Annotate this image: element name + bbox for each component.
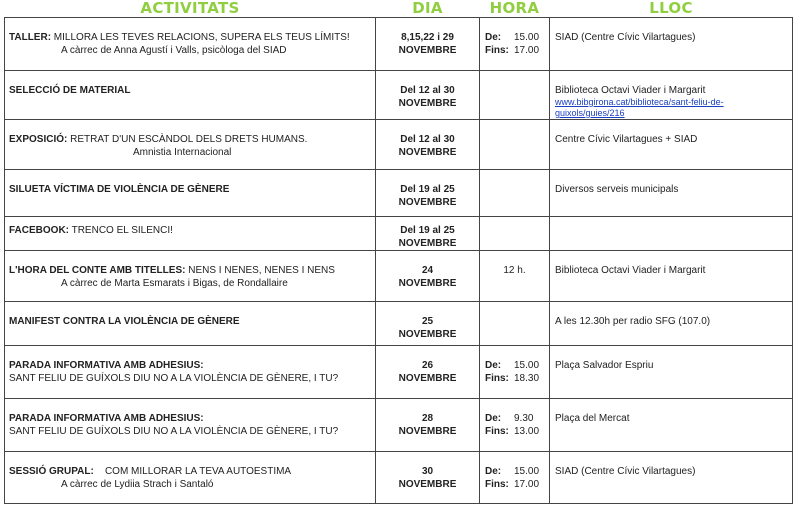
day-cell — [376, 18, 480, 71]
place-text: A les 12.30h per radio SFG (107.0) — [555, 316, 711, 327]
day-range: 8,15,22 i 29 — [401, 32, 454, 43]
activity-title: EXPOSICIÓ: — [9, 134, 68, 145]
day-range: Del 19 al 25 — [400, 184, 455, 195]
day-month: NOVEMBRE — [398, 479, 457, 490]
place-text: Diversos serveis municipals — [555, 184, 679, 195]
activity-cell — [5, 18, 376, 71]
time-to: 17.00 — [514, 479, 540, 490]
day-month: NOVEMBRE — [398, 329, 457, 340]
activity-cell — [5, 217, 376, 251]
time-to-label: Fins: — [485, 45, 509, 56]
time-cell — [480, 399, 550, 452]
activity-cell — [5, 302, 376, 346]
time-cell — [480, 452, 550, 504]
table-row — [5, 452, 793, 504]
day-range: Del 12 al 30 — [400, 85, 455, 96]
activity-text: MILLORA LES TEVES RELACIONS, SUPERA ELS TEUS LÍMITS! — [51, 32, 350, 43]
time-to: 18.30 — [514, 373, 540, 384]
place-cell — [550, 346, 793, 399]
day-month: NOVEMBRE — [398, 98, 457, 109]
activity-cell — [5, 71, 376, 120]
activity-sub: SANT FELIU DE GUÍXOLS DIU NO A LA VIOLÈNCIA DE GÈNERE, I TU? — [9, 373, 339, 384]
time-cell — [480, 346, 550, 399]
table-row — [5, 217, 793, 251]
activity-sub: SANT FELIU DE GUÍXOLS DIU NO A LA VIOLÈNCIA DE GÈNERE, I TU? — [9, 426, 339, 437]
day-range: 25 — [421, 316, 434, 327]
activity-text: RETRAT D'UN ESCÀNDOL DELS DRETS HUMANS. — [67, 134, 308, 145]
day-cell — [376, 251, 480, 302]
activity-title: SESSIÓ GRUPAL: — [9, 466, 94, 477]
time-to-label: Fins: — [485, 373, 509, 384]
activity-text: COM MILLORAR LA TEVA AUTOESTIMA — [93, 466, 292, 477]
time-from: 15.00 — [514, 466, 540, 477]
place-cell — [550, 399, 793, 452]
day-cell — [376, 399, 480, 452]
day-range: 24 — [421, 265, 434, 276]
day-cell — [376, 71, 480, 120]
activity-cell — [5, 346, 376, 399]
time-single: 12 h. — [503, 265, 526, 276]
day-month: NOVEMBRE — [398, 147, 457, 158]
day-month: NOVEMBRE — [398, 426, 457, 437]
activity-cell — [5, 251, 376, 302]
day-cell — [376, 170, 480, 217]
table-row — [5, 18, 793, 71]
activity-text: TRENCO EL SILENCI! — [69, 225, 173, 236]
activity-title: L'HORA DEL CONTE AMB TITELLES: — [9, 265, 186, 276]
activity-title: FACEBOOK: — [9, 225, 69, 236]
place-cell — [550, 170, 793, 217]
table-row — [5, 120, 793, 170]
day-cell — [376, 217, 480, 251]
day-month: NOVEMBRE — [398, 278, 457, 289]
place-cell — [550, 251, 793, 302]
place-cell — [550, 18, 793, 71]
activity-cell — [5, 399, 376, 452]
header-activitats: ACTIVITATS — [140, 0, 240, 17]
activity-title: PARADA INFORMATIVA AMB ADHESIUS: — [9, 413, 204, 424]
place-text: Biblioteca Octavi Viader i Margarit — [555, 265, 706, 276]
activity-cell — [5, 170, 376, 217]
time-to: 17.00 — [514, 45, 540, 56]
activity-sub: A càrrec de Anna Agustí i Valls, psicòloga del SIAD — [61, 45, 287, 56]
day-cell — [376, 302, 480, 346]
header-row — [5, 0, 793, 18]
time-from: 15.00 — [514, 32, 540, 43]
activity-title: MANIFEST CONTRA LA VIOLÈNCIA DE GÈNERE — [9, 316, 240, 327]
header-lloc: LLOC — [649, 0, 693, 17]
table-row — [5, 71, 793, 120]
activity-title: SELECCIÓ DE MATERIAL — [9, 85, 131, 96]
time-from-label: De: — [485, 413, 502, 424]
day-cell — [376, 120, 480, 170]
activity-title: PARADA INFORMATIVA AMB ADHESIUS: — [9, 360, 204, 371]
place-cell — [550, 302, 793, 346]
activity-cell — [5, 120, 376, 170]
time-to: 13.00 — [514, 426, 540, 437]
day-cell — [376, 452, 480, 504]
day-range: Del 12 al 30 — [400, 134, 455, 145]
library-link-line1[interactable]: www.bibgirona.cat/biblioteca/sant-feliu-de- — [555, 97, 724, 107]
time-cell — [480, 170, 550, 217]
day-month: NOVEMBRE — [398, 373, 457, 384]
header-hora: HORA — [489, 0, 540, 17]
day-month: NOVEMBRE — [398, 197, 457, 208]
time-from-label: De: — [485, 466, 502, 477]
time-to-label: Fins: — [485, 479, 509, 490]
place-text: SIAD (Centre Cívic Vilartagues) — [555, 32, 696, 43]
activity-title: SILUETA VÍCTIMA DE VIOLÈNCIA DE GÈNERE — [9, 184, 230, 195]
time-to-label: Fins: — [485, 426, 509, 437]
place-text: Centre Cívic Vilartagues + SIAD — [555, 134, 698, 145]
place-cell — [550, 217, 793, 251]
table-row — [5, 170, 793, 217]
place-text: SIAD (Centre Cívic Vilartagues) — [555, 466, 696, 477]
place-cell — [550, 120, 793, 170]
day-cell — [376, 346, 480, 399]
time-from: 9.30 — [514, 413, 534, 424]
time-cell — [480, 302, 550, 346]
time-cell — [480, 217, 550, 251]
place-text: Biblioteca Octavi Viader i Margarit — [555, 85, 706, 96]
time-cell — [480, 120, 550, 170]
place-cell — [550, 452, 793, 504]
day-range: Del 19 al 25 — [400, 225, 455, 236]
activity-sub: A càrrec de Marta Esmarats i Bigas, de Rondallaire — [61, 278, 288, 289]
time-cell — [480, 18, 550, 71]
activity-sub: A càrrec de Lydiia Strach i Santaló — [61, 479, 214, 490]
activities-table — [4, 0, 793, 504]
activity-text: NENS I NENES, NENES I NENS — [185, 265, 335, 276]
time-from-label: De: — [485, 360, 502, 371]
place-text: Plaça del Mercat — [555, 413, 630, 424]
library-link-line2[interactable]: guixols/guies/216 — [555, 108, 625, 118]
place-cell — [550, 71, 793, 120]
day-range: 26 — [421, 360, 434, 371]
day-range: 30 — [421, 466, 434, 477]
time-from-label: De: — [485, 32, 502, 43]
day-range: 28 — [421, 413, 434, 424]
activity-sub: Amnistia Internacional — [133, 147, 232, 158]
activity-cell — [5, 452, 376, 504]
activity-title: TALLER: — [9, 32, 52, 43]
header-dia: DIA — [412, 0, 443, 17]
table-row — [5, 399, 793, 452]
time-cell — [480, 251, 550, 302]
table-row — [5, 251, 793, 302]
table-row — [5, 302, 793, 346]
day-month: NOVEMBRE — [398, 238, 457, 249]
table-row — [5, 346, 793, 399]
day-month: NOVEMBRE — [398, 45, 457, 56]
place-text: Plaça Salvador Espriu — [555, 360, 654, 371]
time-cell — [480, 71, 550, 120]
time-from: 15.00 — [514, 360, 540, 371]
